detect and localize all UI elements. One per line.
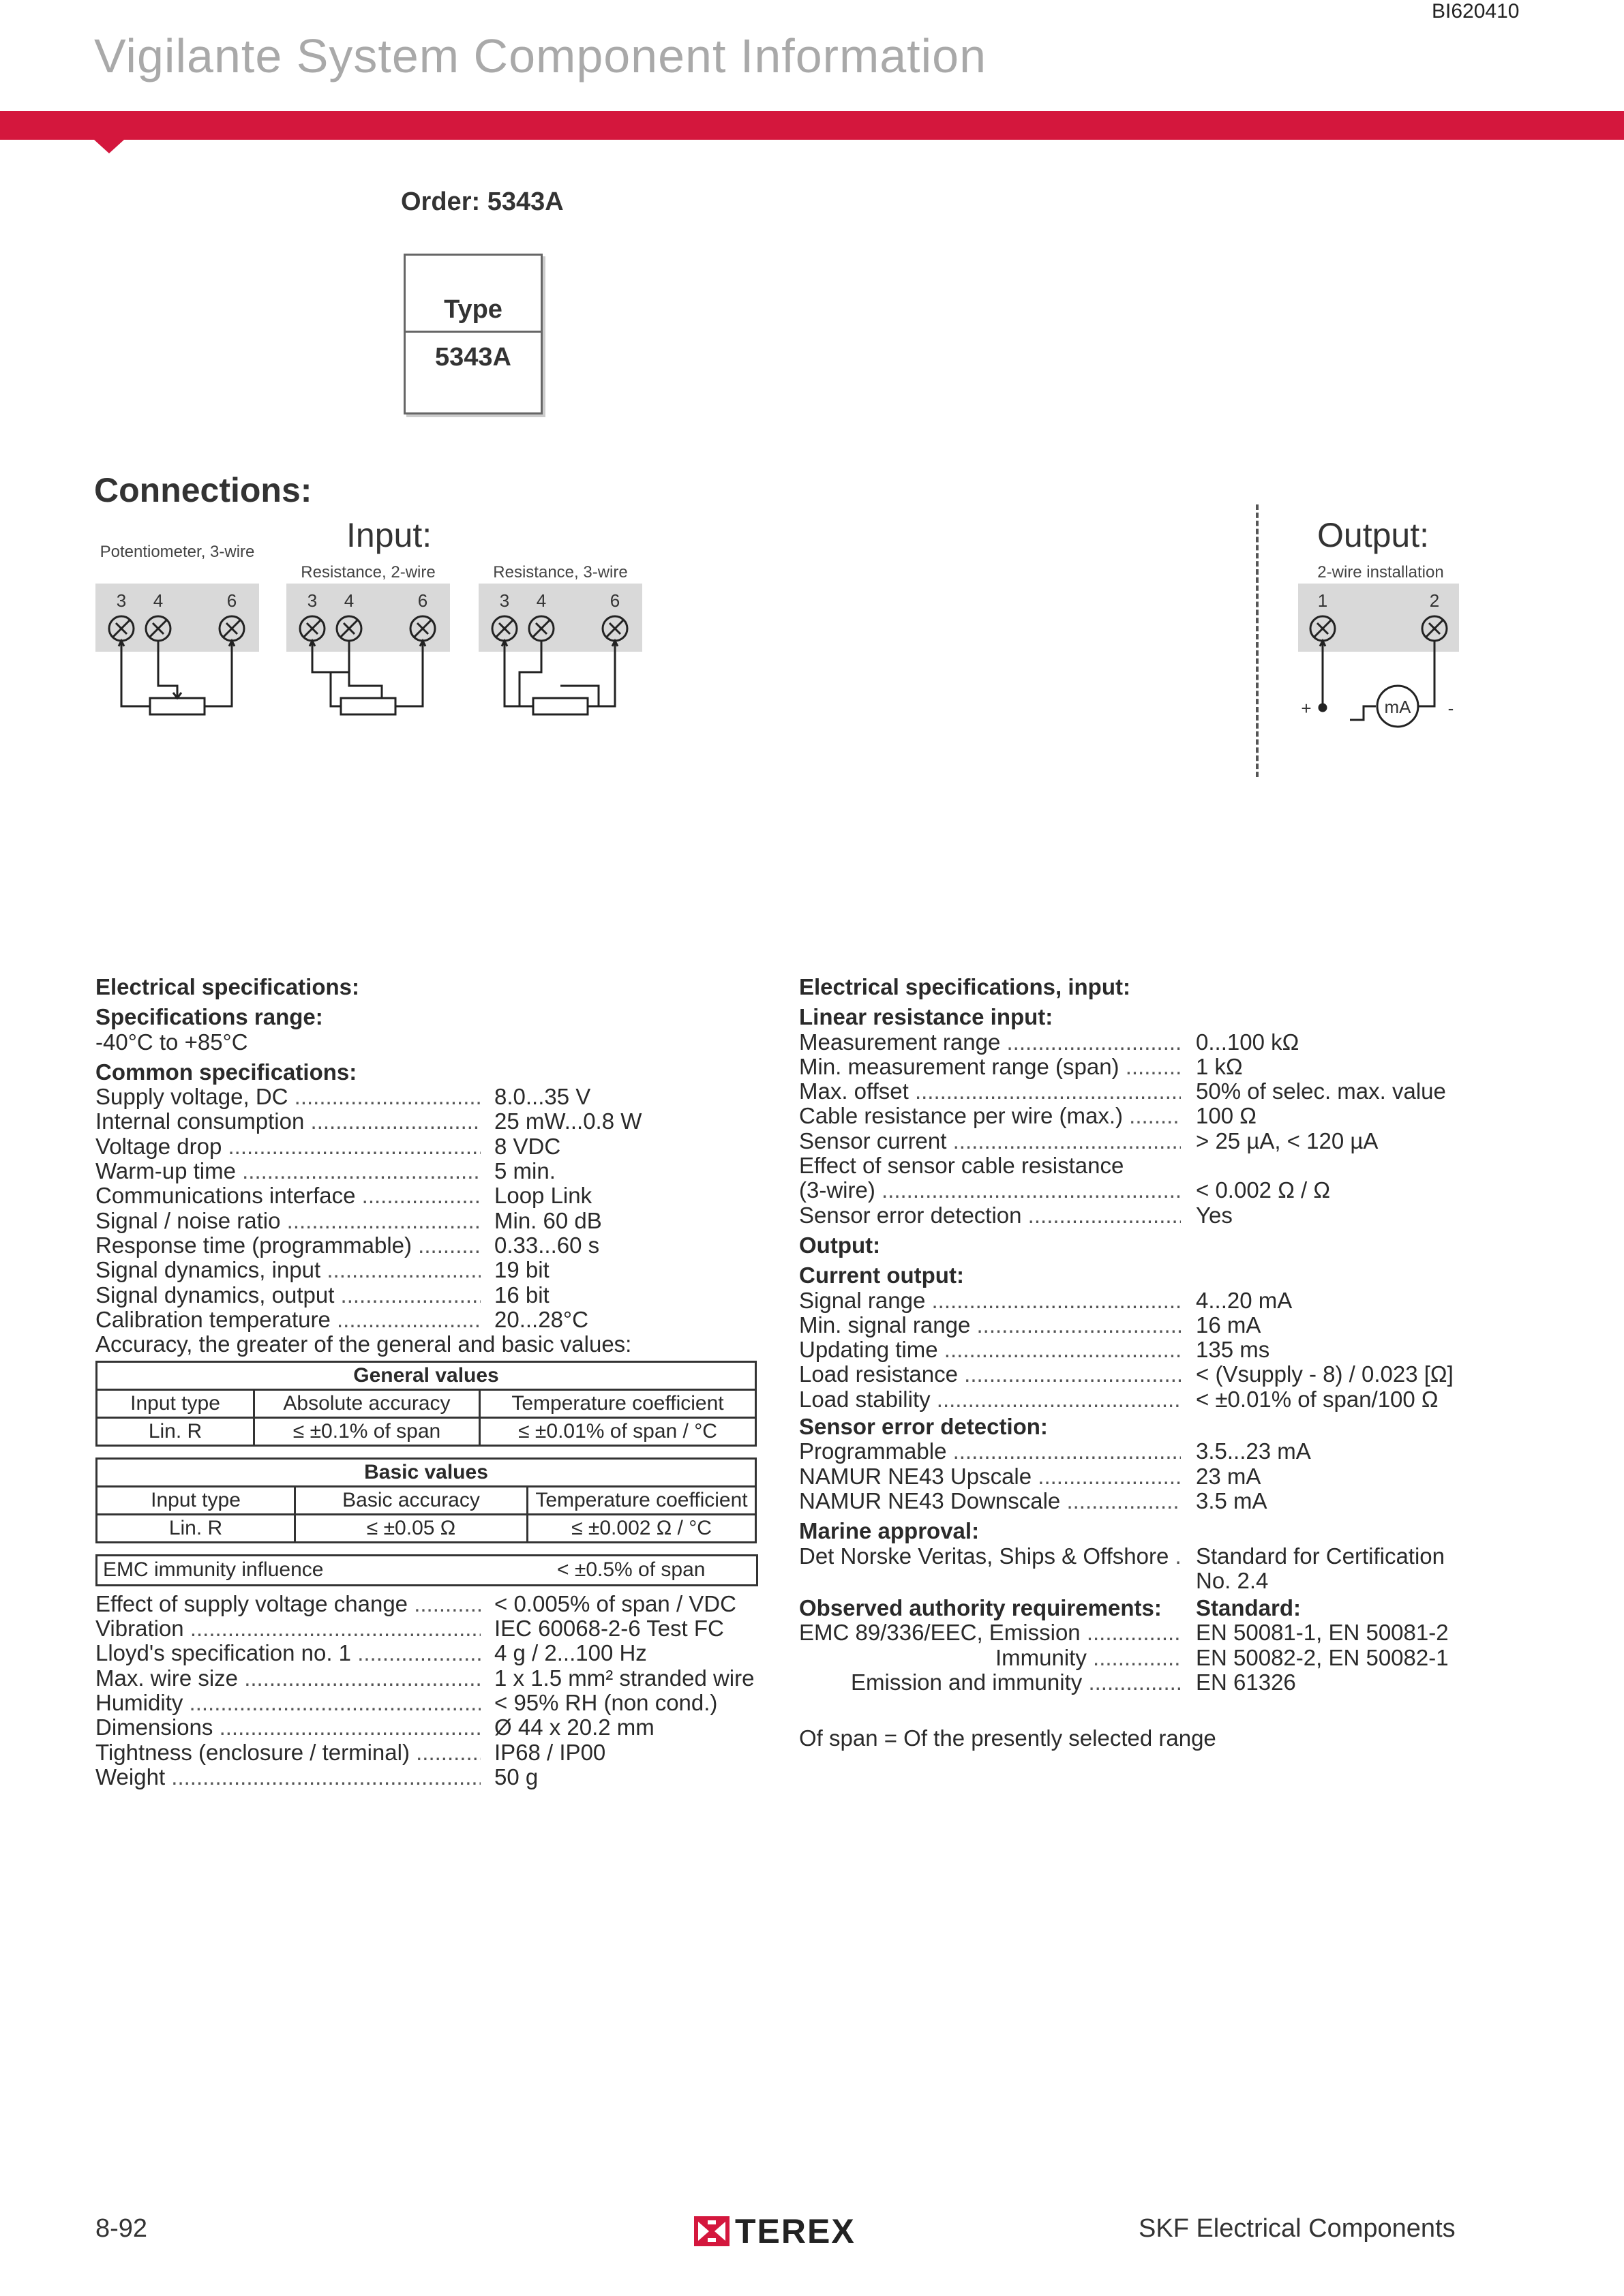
- spec-value: 0...100 kΩ: [1196, 1029, 1299, 1055]
- spec-value: 1 x 1.5 mm² stranded wire: [494, 1665, 755, 1691]
- spec-value: IP68 / IP00: [494, 1739, 606, 1765]
- basic-values-table: [95, 1457, 757, 1543]
- spec-value: 135 ms: [1196, 1337, 1270, 1363]
- spec-row: [799, 1129, 1494, 1153]
- header-bar-notch: [94, 140, 124, 153]
- output-wiring-icon: [1295, 584, 1466, 747]
- spec-row: [95, 1765, 757, 1789]
- linear-spec-list: [799, 1030, 1494, 1153]
- spec-label: Response time (programmable) .....: [95, 1233, 481, 1258]
- spec-label: Weight .....: [95, 1765, 481, 1789]
- current-spec-list: [799, 1288, 1494, 1412]
- connections-title: Connections:: [94, 471, 312, 509]
- spec-value: 4...20 mA: [1196, 1287, 1293, 1313]
- linear-resistance-heading: Linear resistance input:: [799, 1004, 1053, 1030]
- general-values-table: [95, 1361, 757, 1447]
- spec-value-continued: No. 2.4: [1196, 1567, 1269, 1593]
- terminal-label: 6: [226, 590, 237, 611]
- right-spec-column: [799, 975, 1494, 1751]
- spec-value: < (Vsupply - 8) / 0.023 [Ω]: [1196, 1361, 1454, 1387]
- terminal-label: 3: [116, 590, 127, 611]
- diagram-label: Resistance, 3-wire: [493, 563, 628, 581]
- terminal-label: 3: [499, 590, 510, 611]
- page-title: Vigilante System Component Information: [94, 29, 987, 82]
- spec-value: 8 VDC: [494, 1133, 561, 1159]
- span-note: [799, 1726, 1494, 1751]
- table-cell: ≤ ±0.1% of span: [254, 1418, 480, 1446]
- spec-row: [799, 1387, 1494, 1412]
- authority-heading: Observed authority requirements:: [799, 1595, 1162, 1621]
- diagram-label: 2-wire installation: [1317, 563, 1444, 581]
- resistance-3wire-wiring-icon: [479, 584, 642, 734]
- spec-row: [95, 1641, 757, 1665]
- table-header: Temperature coefficient: [528, 1487, 756, 1515]
- minus-sign: -: [1447, 698, 1454, 719]
- spec-value: 3.5 mA: [1196, 1487, 1267, 1513]
- spec-row: [799, 1544, 1494, 1569]
- terminal-label: 6: [417, 590, 428, 611]
- table-cell: ≤ ±0.05 Ω: [295, 1515, 528, 1543]
- spec-value: Standard for Certification: [1196, 1543, 1445, 1569]
- resistance-2wire-wiring-icon: [286, 584, 450, 734]
- spec-value: 4 g / 2...100 Hz: [494, 1640, 647, 1666]
- footer-company: SKF Electrical Components: [1139, 2214, 1456, 2243]
- type-box: [404, 254, 543, 414]
- spec-label: Sensor error detection .....: [799, 1203, 1181, 1228]
- spec-row: [95, 1159, 757, 1183]
- spec-value: 19 bit: [494, 1257, 550, 1283]
- sensor-error-heading: Sensor error detection:: [799, 1414, 1048, 1440]
- table-header: Input type: [97, 1390, 254, 1418]
- spec-row: [95, 1308, 757, 1332]
- output-label: Output:: [1317, 516, 1429, 554]
- spec-value: 0.33...60 s: [494, 1232, 600, 1258]
- spec-label: Det Norske Veritas, Ships & Offshore .....: [799, 1544, 1181, 1569]
- table-header: Basic accuracy: [295, 1487, 528, 1515]
- spec-label: Internal consumption .....: [95, 1109, 481, 1134]
- spec-value: EN 61326: [1196, 1670, 1296, 1695]
- spec-value: < 0.005% of span / VDC: [494, 1590, 736, 1616]
- spec-row: [95, 1183, 757, 1208]
- terminal-label: 1: [1317, 590, 1328, 611]
- terex-logo: [694, 2211, 856, 2251]
- potentiometer-wiring-icon: [95, 584, 259, 734]
- spec-label: Emission and immunity .....: [799, 1670, 1181, 1695]
- spec-label: EMC 89/336/EEC, Emission .....: [799, 1620, 1181, 1645]
- common-spec-list: [95, 1085, 757, 1332]
- spec-value: 1 kΩ: [1196, 1053, 1243, 1079]
- spec-row: [95, 1085, 757, 1109]
- spec-row: [95, 1283, 757, 1308]
- spec-row: [799, 1464, 1494, 1489]
- spec-label: NAMUR NE43 Downscale .....: [799, 1489, 1181, 1513]
- spec-value: 16 bit: [494, 1282, 550, 1308]
- type-value: 5343A: [435, 343, 511, 372]
- spec-label: Warm-up time .....: [95, 1159, 481, 1183]
- marine-approval-heading: Marine approval:: [799, 1518, 980, 1544]
- table-header: Input type: [97, 1487, 295, 1515]
- spec-label: Cable resistance per wire (max.) .....: [799, 1104, 1181, 1128]
- spec-value: Yes: [1196, 1202, 1233, 1228]
- type-label: Type: [444, 295, 502, 324]
- spec-row: [95, 1209, 757, 1233]
- milliamp-meter-label: mA: [1384, 697, 1411, 717]
- spec-label: Immunity .....: [799, 1646, 1181, 1670]
- terminal-label: 2: [1429, 590, 1440, 611]
- spec-label: Signal dynamics, input .....: [95, 1258, 481, 1282]
- spec-label: Signal dynamics, output .....: [95, 1283, 481, 1308]
- spec-row: [799, 1178, 1494, 1203]
- document-id: BI620410: [1432, 0, 1520, 22]
- spec-row: [95, 1691, 757, 1715]
- spec-range-value: -40°C to +85°C: [95, 1029, 248, 1055]
- table-cell: ≤ ±0.002 Ω / °C: [528, 1515, 756, 1543]
- accuracy-note: Accuracy, the greater of the general and basic values:: [95, 1331, 632, 1357]
- diagram-label: Potentiometer, 3-wire: [100, 543, 255, 561]
- spec-value: 100 Ω: [1196, 1103, 1257, 1129]
- resistance-3wire-diagram: [479, 563, 642, 611]
- common-spec-heading: Common specifications:: [95, 1059, 357, 1085]
- spec-value: 50% of selec. max. value: [1196, 1078, 1446, 1104]
- spec-row: [799, 1079, 1494, 1104]
- spec-row: [799, 1104, 1494, 1128]
- spec-row: [799, 1489, 1494, 1513]
- authority-heading-row: [799, 1596, 1494, 1620]
- spec-label: Calibration temperature .....: [95, 1308, 481, 1332]
- spec-value: 20...28°C: [494, 1306, 588, 1332]
- spec-label: Load resistance .....: [799, 1362, 1181, 1387]
- terex-emblem-icon: [694, 2216, 730, 2246]
- spec-value: 25 mW...0.8 W: [494, 1108, 642, 1134]
- spec-value: 8.0...35 V: [494, 1084, 591, 1110]
- spec-label: NAMUR NE43 Upscale .....: [799, 1464, 1181, 1489]
- spec-row: [799, 1203, 1494, 1228]
- spec-value: 16 mA: [1196, 1312, 1261, 1338]
- spec-value: 23 mA: [1196, 1463, 1261, 1489]
- spec-label: Supply voltage, DC .....: [95, 1085, 481, 1109]
- spec-label: (3-wire) .....: [799, 1178, 1181, 1203]
- spec-value: > 25 µA, < 120 µA: [1196, 1128, 1379, 1153]
- spec-label: Communications interface .....: [95, 1183, 481, 1208]
- spec-value: 50 g: [494, 1764, 539, 1789]
- output-heading: Output:: [799, 1232, 881, 1258]
- spec-label: Min. signal range .....: [799, 1313, 1181, 1338]
- spec-label: Signal range .....: [799, 1288, 1181, 1313]
- spec-label: Sensor current .....: [799, 1129, 1181, 1153]
- table-cell: Lin. R: [97, 1515, 295, 1543]
- header-bar: [0, 111, 1624, 140]
- spec-row: [799, 1362, 1494, 1387]
- spec-label: Humidity .....: [95, 1691, 481, 1715]
- output-diagram: [1295, 563, 1466, 719]
- potentiometer-diagram: [95, 543, 259, 611]
- spec-label: Measurement range .....: [799, 1030, 1181, 1055]
- spec-row: [799, 1313, 1494, 1338]
- table-caption: General values: [97, 1362, 756, 1390]
- page-number: 8-92: [95, 2214, 148, 2243]
- spec-label: Effect of supply voltage change .....: [95, 1592, 481, 1616]
- terminal-label: 3: [307, 590, 318, 611]
- span-note-text: Of span = Of the presently selected range: [799, 1725, 1216, 1751]
- sensor-error-list: [799, 1439, 1494, 1513]
- spec-row: [799, 1055, 1494, 1079]
- spec-label: Updating time .....: [799, 1338, 1181, 1362]
- plus-sign: +: [1301, 698, 1312, 719]
- terminal-label: 6: [610, 590, 620, 611]
- spec-row: [95, 1233, 757, 1258]
- standard-heading: Standard:: [1196, 1595, 1302, 1621]
- spec-label: Dimensions .....: [95, 1715, 481, 1740]
- spec-label: Lloyd's specification no. 1 .....: [95, 1641, 481, 1665]
- effect-cable-label: Effect of sensor cable resistance: [799, 1153, 1124, 1179]
- table-header: Temperature coefficient: [480, 1390, 756, 1418]
- left-spec-column: [95, 975, 757, 1789]
- diagram-label: Resistance, 2-wire: [301, 563, 436, 581]
- table-header: Absolute accuracy: [254, 1390, 480, 1418]
- spec-label: Programmable .....: [799, 1439, 1181, 1464]
- other-spec-list: [95, 1592, 757, 1789]
- spec-label: Load stability .....: [799, 1387, 1181, 1412]
- spec-value: EN 50081-1, EN 50081-2: [1196, 1620, 1449, 1646]
- table-cell: ≤ ±0.01% of span / °C: [480, 1418, 756, 1446]
- terminal-label: 4: [536, 590, 547, 611]
- spec-row: [799, 1646, 1494, 1670]
- spec-range-heading: Specifications range:: [95, 1004, 323, 1030]
- emc-label: EMC immunity influence: [103, 1558, 324, 1582]
- spec-row: [95, 1258, 757, 1282]
- spec-row: [799, 1338, 1494, 1362]
- terminal-label: 4: [344, 590, 355, 611]
- resistance-2wire-diagram: [286, 563, 450, 611]
- spec-row: [799, 1030, 1494, 1055]
- spec-row: [95, 1666, 757, 1691]
- spec-value: < ±0.01% of span/100 Ω: [1196, 1386, 1439, 1412]
- spec-value: 5 min.: [494, 1158, 556, 1184]
- input-label: Input:: [346, 516, 432, 554]
- spec-label: Voltage drop .....: [95, 1134, 481, 1159]
- table-cell: Lin. R: [97, 1418, 254, 1446]
- spec-label: Max. wire size .....: [95, 1666, 481, 1691]
- spec-row: [799, 1439, 1494, 1464]
- terex-brand-text: TEREX: [735, 2212, 856, 2250]
- spec-value: 3.5...23 mA: [1196, 1438, 1311, 1464]
- spec-row: [95, 1715, 757, 1740]
- spec-label: Max. offset .....: [799, 1079, 1181, 1104]
- spec-label: Min. measurement range (span) .....: [799, 1055, 1181, 1079]
- spec-value: EN 50082-2, EN 50082-1: [1196, 1644, 1449, 1670]
- spec-value: < 0.002 Ω / Ω: [1196, 1177, 1331, 1203]
- spec-row: [799, 1670, 1494, 1695]
- table-caption: Basic values: [97, 1459, 756, 1487]
- electrical-spec-heading: Electrical specifications:: [95, 974, 359, 999]
- spec-value: < 95% RH (non cond.): [494, 1689, 718, 1715]
- spec-value: Ø 44 x 20.2 mm: [494, 1715, 655, 1740]
- spec-value: IEC 60068-2-6 Test FC: [494, 1616, 724, 1642]
- spec-row: [95, 1109, 757, 1134]
- current-output-heading: Current output:: [799, 1263, 964, 1288]
- input-output-divider: [1256, 504, 1259, 777]
- spec-row: [95, 1616, 757, 1641]
- spec-row: [799, 1620, 1494, 1645]
- spec-value: Min. 60 dB: [494, 1207, 602, 1233]
- spec-row: [95, 1134, 757, 1159]
- spec-row: [95, 1740, 757, 1765]
- spec-label: Signal / noise ratio .....: [95, 1209, 481, 1233]
- terminal-label: 4: [153, 590, 164, 611]
- spec-label: Tightness (enclosure / terminal) .....: [95, 1740, 481, 1765]
- spec-label: Vibration .....: [95, 1616, 481, 1641]
- input-spec-heading: Electrical specifications, input:: [799, 974, 1130, 999]
- spec-row: [95, 1592, 757, 1616]
- type-box-divider: [406, 331, 541, 333]
- order-number: Order: 5343A: [401, 187, 564, 216]
- spec-row: [799, 1288, 1494, 1313]
- emc-immunity-row: [95, 1554, 758, 1586]
- spec-value: Loop Link: [494, 1183, 592, 1209]
- emc-value: < ±0.5% of span: [557, 1558, 706, 1582]
